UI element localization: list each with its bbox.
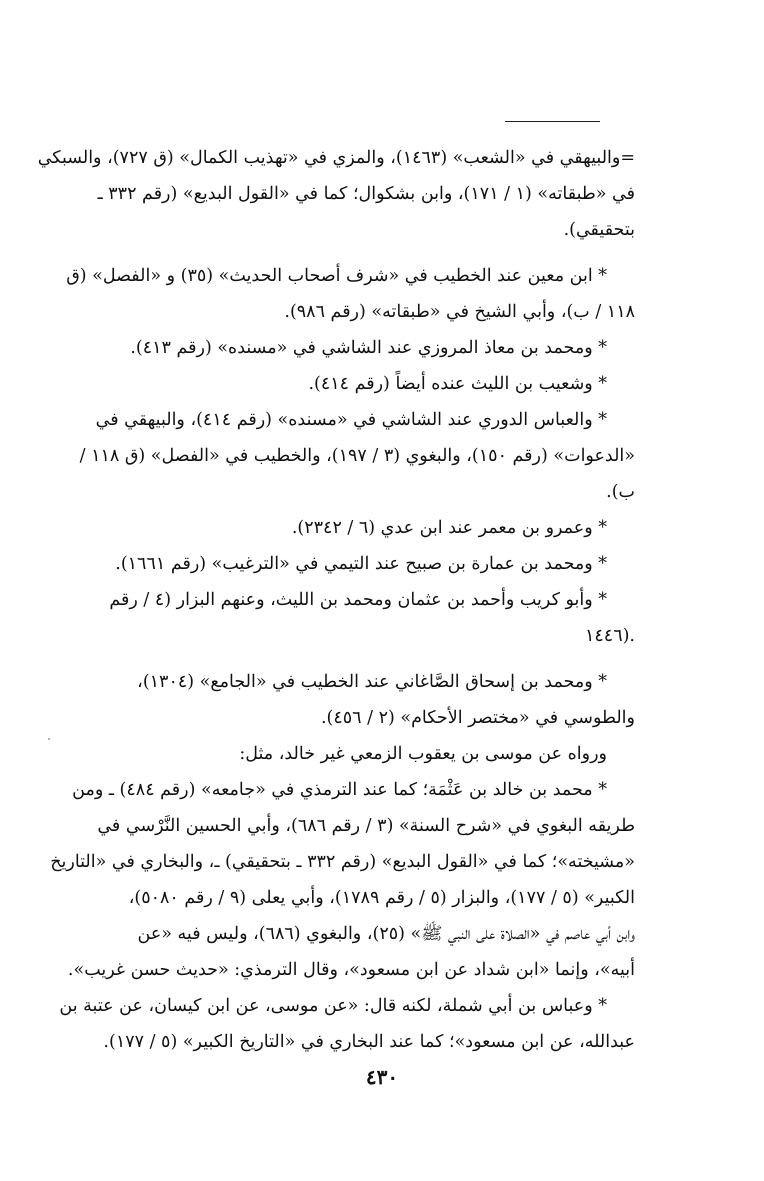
text-line: * والعباس الدوري عند الشاشي في «مسنده» (رقم ٤١٤)، والبيهقي في	[95, 410, 607, 430]
footnote-text-block	[37, 140, 635, 1060]
text-line: * ومحمد بن عمارة بن صبيح عند التيمي في «الترغيب» (رقم ١٦٦١).	[115, 554, 607, 574]
text-line: * ابن معين عند الخطيب في «شرف أصحاب الحديث» (٣٥) و «الفصل» (ق	[66, 266, 607, 286]
text-line: بتحقيقي).	[563, 220, 635, 240]
text-line: * ومحمد بن معاذ المروزي عند الشاشي في «مسنده» (رقم ٤١٣).	[130, 338, 607, 358]
text-line: =والبيهقي في «الشعب» (١٤٦٣)، والمزي في «تهذيب الكمال» (ق ٧٢٧)، والسبكي	[37, 148, 635, 168]
text-line: * وعباس بن أبي شملة، لكنه قال: «عن موسى، عن ابن كيسان، عن عتبة بن	[59, 996, 607, 1016]
text-line: * وشعيب بن الليث عنده أيضاً (رقم ٤١٤).	[308, 374, 607, 394]
text-line: وابن أبي عاصم في «الصلاة على النبي ﷺ» (٢٥)، والبغوي (٦٨٦)، وليس فيه «عن	[137, 924, 635, 944]
footnote-separator-rule	[505, 121, 600, 122]
page-number: ٤٣٠	[365, 1065, 399, 1089]
text-line: * محمد بن خالد بن عَثْمَة؛ كما عند الترمذي في «جامعه» (رقم ٤٨٤) ـ ومن	[72, 780, 607, 800]
text-line: «الدعوات» (رقم ١٥٠)، والبغوي (٣ / ١٩٧)، والخطيب في «الفصل» (ق ١١٨ /	[79, 446, 635, 466]
text-line: * ومحمد بن إسحاق الصَّاغاني عند الخطيب في «الجامع» (١٣٠٤)،	[137, 672, 607, 692]
text-line: ١٤٤٦).	[585, 626, 635, 646]
text-line: * وأبو كريب وأحمد بن عثمان ومحمد بن الليث، وعنهم البزار (٤ / رقم	[109, 590, 607, 610]
text-line: والطوسي في «مختصر الأحكام» (٢ / ٤٥٦).	[320, 708, 635, 728]
text-line: عبدالله، عن ابن مسعود»؛ كما عند البخاري في «التاريخ الكبير» (٥ / ١٧٧).	[103, 1032, 635, 1052]
margin-speck	[48, 738, 50, 740]
text-line: الكبير» (٥ / ١٧٧)، والبزار (٥ / رقم ١٧٨٩)، وأبي يعلى (٩ / رقم ٥٠٨٠)،	[128, 888, 635, 908]
text-line: ب).	[606, 482, 635, 502]
text-line: «مشيخته»؛ كما في «القول البديع» (رقم ٣٣٢ ـ بتحقيقي) ـ، والبخاري في «التاريخ	[50, 852, 635, 872]
text-line: ورواه عن موسى بن يعقوب الزمعي غير خالد، مثل:	[239, 744, 607, 764]
text-line: أبيه»، وإنما «ابن شداد عن ابن مسعود»، وقال الترمذي: «حديث حسن غريب».	[67, 960, 635, 980]
text-line: طريقه البغوي في «شرح السنة» (٣ / رقم ٦٨٦)، وأبي الحسين النَّرْسي في	[97, 816, 635, 836]
text-line: ١١٨ / ب)، وأبي الشيخ في «طبقاته» (رقم ٩٨٦).	[284, 302, 635, 322]
text-line: * وعمرو بن معمر عند ابن عدي (٦ / ٢٣٤٢).	[291, 518, 607, 538]
text-line: في «طبقاته» (١ / ١٧١)، وابن بشكوال؛ كما في «القول البديع» (رقم ٣٣٢ ـ	[97, 184, 635, 204]
